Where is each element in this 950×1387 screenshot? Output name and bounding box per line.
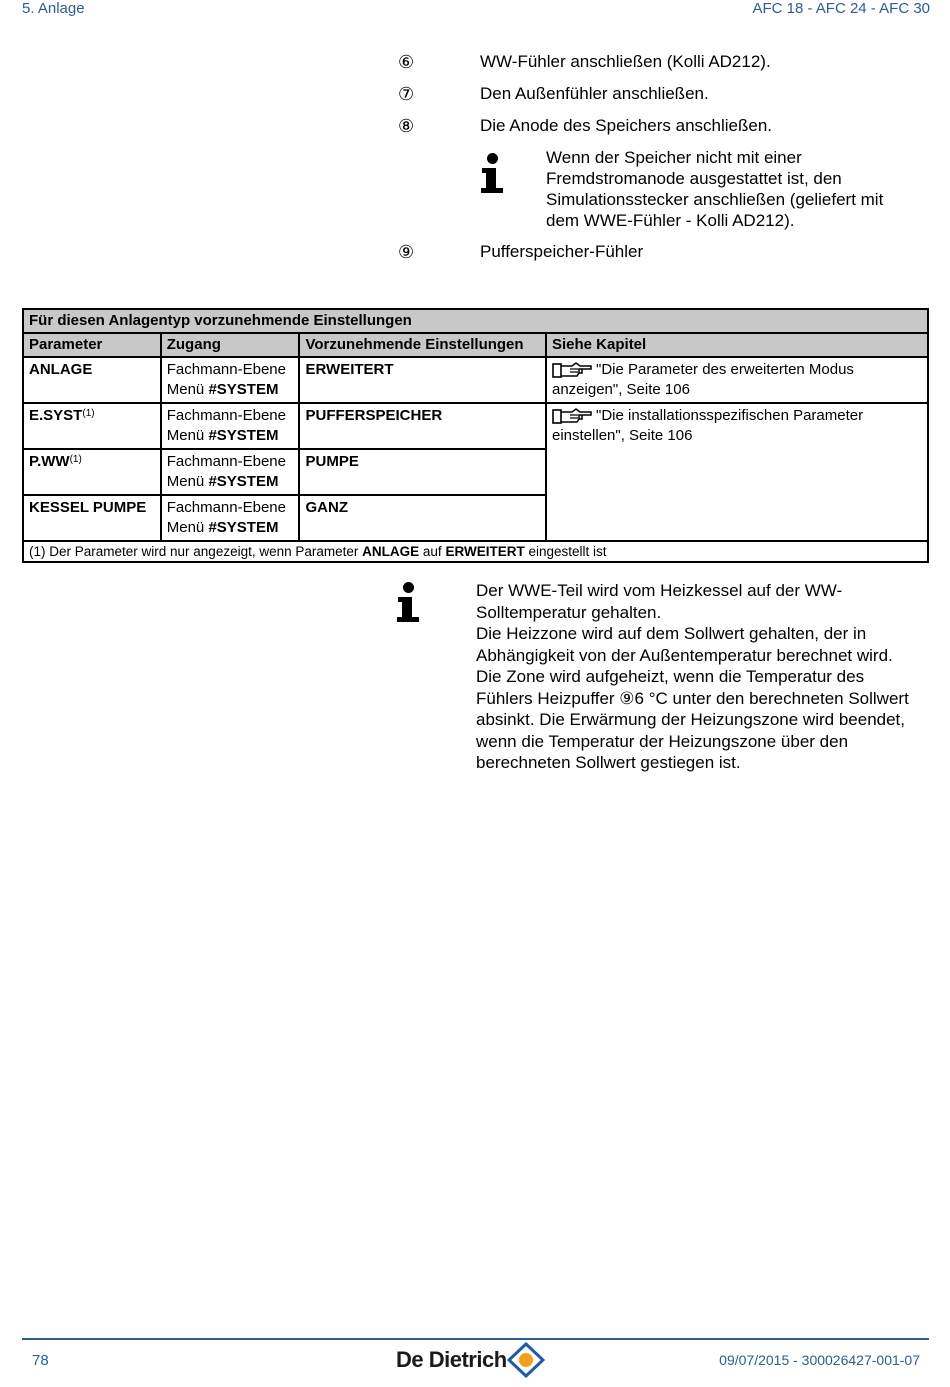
note-line: Wenn der Speicher nicht mit einer [546, 148, 802, 167]
footnote-text: (1) Der Parameter wird nur angezeigt, wenn Parameter [29, 544, 363, 559]
brand-logo [396, 1342, 545, 1378]
step-number-9: ⑨ [398, 242, 415, 262]
setting-cell: GANZ [299, 495, 546, 541]
parameter-name: P.WW [29, 453, 70, 470]
access-menu [167, 426, 294, 446]
parameter-name: ANLAGE [29, 361, 93, 378]
page-number: 78 [32, 1352, 49, 1369]
note-line: Abhängigkeit von der Außentemperatur berechnet wird. [476, 645, 893, 665]
access-menu [167, 518, 294, 538]
pointing-hand-icon [552, 407, 592, 425]
note-line: Die Heizzone wird auf dem Sollwert gehalten, der in [476, 624, 867, 643]
step-number-6: ⑥ [398, 52, 415, 72]
note-line: wenn die Temperatur der Heizungszone über den [476, 731, 849, 751]
menu-name: #SYSTEM [208, 519, 279, 536]
info-icon [396, 582, 422, 626]
setting-cell: ERWEITERT [299, 357, 546, 403]
note-line: absinkt. Die Erwärmung der Heizungszone wird beendet, [476, 710, 906, 729]
step-text-8: Die Anode des Speichers anschließen. [480, 116, 773, 135]
note-line: Der WWE-Teil wird vom Heizkessel auf der WW- [476, 581, 843, 600]
reference-page: einstellen", Seite 106 [552, 427, 693, 444]
reference-text: "Die Parameter des erweiterten Modus [596, 361, 854, 378]
footnote-marker: (1) [69, 454, 82, 465]
footnote-marker: (1) [82, 408, 95, 419]
step-number-8: ⑧ [398, 116, 415, 136]
info-icon [480, 153, 506, 197]
step-text-6: WW-Fühler anschließen (Kolli AD212). [480, 52, 771, 71]
setting-cell: PUMPE [299, 449, 546, 495]
table-title: Für diesen Anlagentyp vorzunehmende Einstellungen [23, 309, 928, 333]
column-header-chapter: Siehe Kapitel [546, 333, 928, 357]
note-line: Fühlers Heizpuffer ⑨6 °C unter den berechneten Sollwert [476, 688, 909, 708]
menu-label: Menü [166, 381, 209, 398]
table-row [23, 403, 928, 449]
access-cell [161, 449, 300, 495]
access-level: Fachmann-Ebene [166, 499, 286, 516]
pointing-hand-icon [552, 361, 592, 379]
menu-label: Menü [166, 519, 209, 536]
footnote-text: eingestellt ist [524, 544, 607, 559]
note-line: Die Zone wird aufgeheizt, wenn die Temperatur des [476, 667, 865, 686]
note-line: Solltemperatur gehalten. [476, 602, 662, 622]
step-text-7: Den Außenfühler anschließen. [480, 84, 709, 103]
table-row [23, 357, 928, 403]
access-level: Fachmann-Ebene [166, 453, 286, 470]
access-cell [161, 357, 300, 403]
brand-name: De Dietrich [396, 1347, 507, 1372]
reference-link[interactable] [552, 406, 922, 426]
access-cell [161, 403, 300, 449]
parameter-name: E.SYST [29, 407, 83, 424]
reference-cell [546, 357, 928, 403]
step-number-7: ⑦ [398, 84, 415, 104]
parameter-cell [23, 403, 161, 449]
parameter-cell [23, 495, 161, 541]
table-footnote [23, 541, 928, 562]
column-header-parameter: Parameter [23, 333, 161, 357]
access-menu [167, 380, 294, 400]
parameter-cell [23, 357, 161, 403]
note-line: Fremdstromanode ausgestattet ist, den [546, 169, 842, 188]
access-menu [167, 472, 294, 492]
reference-page: anzeigen", Seite 106 [552, 381, 690, 398]
footer-divider [22, 1338, 929, 1340]
chapter-header: 5. Anlage [22, 0, 85, 17]
menu-name: #SYSTEM [208, 473, 279, 490]
note-line: dem WWE-Fühler - Kolli AD212). [546, 211, 795, 230]
menu-name: #SYSTEM [208, 427, 279, 444]
diamond-logo-icon [507, 1342, 545, 1378]
note-zone-control [476, 580, 936, 774]
reference-text: "Die installationsspezifischen Parameter [596, 407, 864, 424]
reference-link[interactable] [552, 360, 922, 380]
menu-label: Menü [166, 473, 209, 490]
parameter-name: KESSEL PUMPE [29, 499, 147, 516]
note-line: berechneten Sollwert gestiegen ist. [476, 753, 741, 772]
access-level: Fachmann-Ebene [166, 361, 286, 378]
footnote-param: ANLAGE [362, 544, 420, 559]
note-line: Simulationsstecker anschließen (geliefert mit [546, 190, 884, 209]
setting-cell: PUFFERSPEICHER [299, 403, 546, 449]
menu-name: #SYSTEM [208, 381, 279, 398]
footnote-text: auf [419, 544, 446, 559]
product-header: AFC 18 - AFC 24 - AFC 30 [752, 0, 930, 17]
footnote-value: ERWEITERT [445, 544, 525, 559]
parameter-cell [23, 449, 161, 495]
column-header-access: Zugang [161, 333, 300, 357]
reference-cell [546, 403, 928, 541]
menu-label: Menü [166, 427, 209, 444]
column-header-settings: Vorzunehmende Einstellungen [299, 333, 546, 357]
access-level: Fachmann-Ebene [166, 407, 286, 424]
settings-table [22, 308, 929, 563]
access-cell [161, 495, 300, 541]
document-reference: 09/07/2015 - 300026427-001-07 [719, 1352, 920, 1368]
step-text-9: Pufferspeicher-Fühler [480, 242, 644, 261]
note-anode [546, 147, 926, 231]
